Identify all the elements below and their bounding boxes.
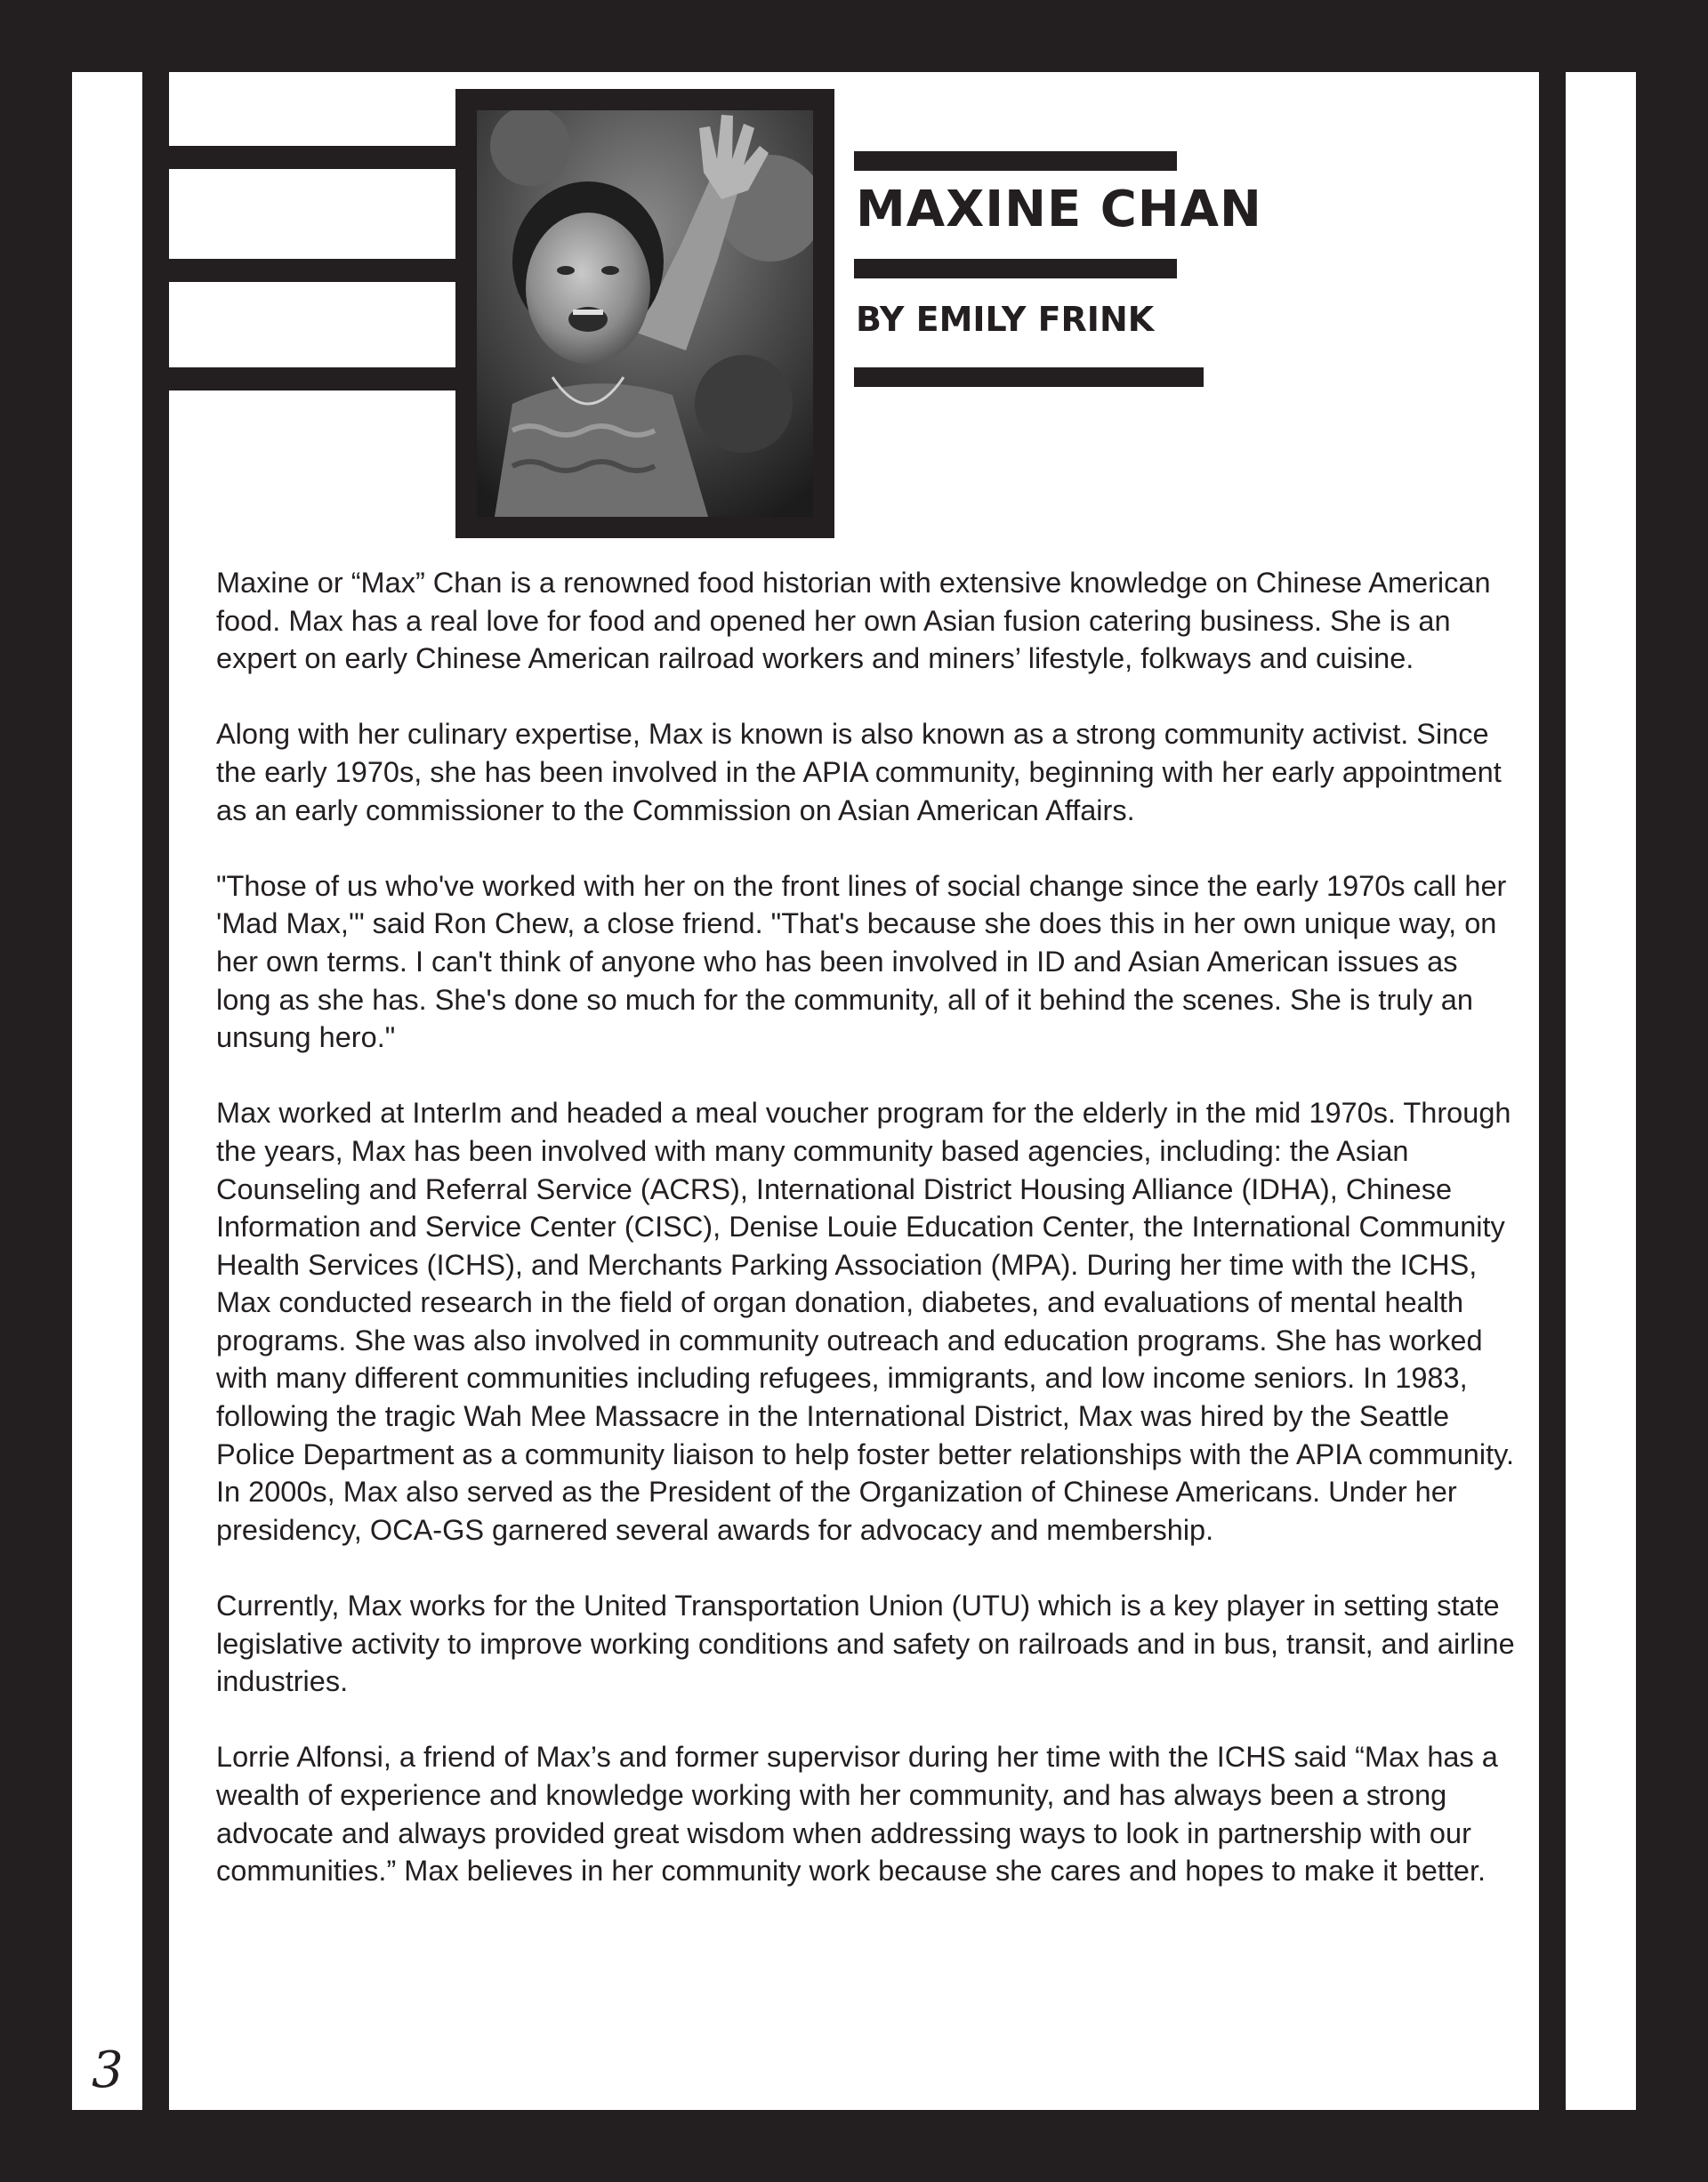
decorative-bar [169,146,455,169]
title-bar-top [854,151,1177,171]
article-page [169,72,1539,2110]
paragraph: Max worked at InterIm and headed a meal voucher program for the elderly in the mid 1970s. Through the years, Max has been involved with many community based agencies, including: the Asian Counseling and Referral Service (ACRS), International District Housing Alliance (IDHA), Chinese Information and Service Center (CISC), Denise Louie Education Center, the International Community Health Services (ICHS), and Merchants Parking Association (MPA). During her time with the ICHS, Max conducted research in the field of organ donation, diabetes, and evaluations of mental health programs. She was also involved in community outreach and education programs. She has worked with many different communities including refugees, immigrants, and low income seniors. In 1983, following the tragic Wah Mee Massacre in the International District, Max was hired by the Seattle Police Department as a community liaison to help foster better relationships with the APIA community. In 2000s, Max also served as the President of the Organization of Chinese Americans. Under her presidency, OCA-GS garnered several awards for advocacy and membership. [216,1097,1514,1546]
page-number: 3 [92,2041,124,2099]
portrait-photo [477,110,813,517]
right-margin-panel [1566,72,1636,2110]
byline-bar-bottom [854,367,1204,387]
portrait-frame [455,89,834,538]
left-margin-panel [72,72,142,2110]
paragraph: "Those of us who've worked with her on the front lines of social change since the early 1970s call her 'Mad Max,'" said Ron Chew, a close friend. "That's because she does this in her own unique way, on her own terms. I can't think of anyone who has been involved in ID and Asian American issues as long as she has. She's done so much for the community, all of it behind the scenes. She is truly an unsung hero." [216,869,1507,1054]
article-body [216,564,1515,1928]
decorative-bar [169,367,455,391]
portrait-illustration [477,110,813,517]
title-bar-middle [854,259,1177,278]
paragraph: Lorrie Alfonsi, a friend of Max’s and former supervisor during her time with the ICHS said “Max has a wealth of experience and knowledge working with her community, and has always been a strong advocate and always provided great wisdom when addressing ways to look in partnership with our communities.” Max believes in her community work because she cares and hopes to make it better. [216,1741,1498,1888]
decorative-bar [169,259,455,282]
article-byline: BY EMILY FRINK [856,300,1155,339]
paragraph: Currently, Max works for the United Transportation Union (UTU) which is a key player in setting state legislative activity to improve working conditions and safety on railroads and in bus, transit, and airline industries. [216,1590,1515,1698]
article-title: MAXINE CHAN [856,181,1262,238]
paragraph: Along with her culinary expertise, Max is known is also known as a strong community activist. Since the early 1970s, she has been involved in the APIA community, beginning with her early appointment as an early commissioner to the Commission on Asian American Affairs. [216,718,1502,826]
paragraph: Maxine or “Max” Chan is a renowned food historian with extensive knowledge on Chinese American food. Max has a real love for food and opened her own Asian fusion catering business. She is an expert on early Chinese American railroad workers and miners’ lifestyle, folkways and cuisine. [216,567,1491,675]
